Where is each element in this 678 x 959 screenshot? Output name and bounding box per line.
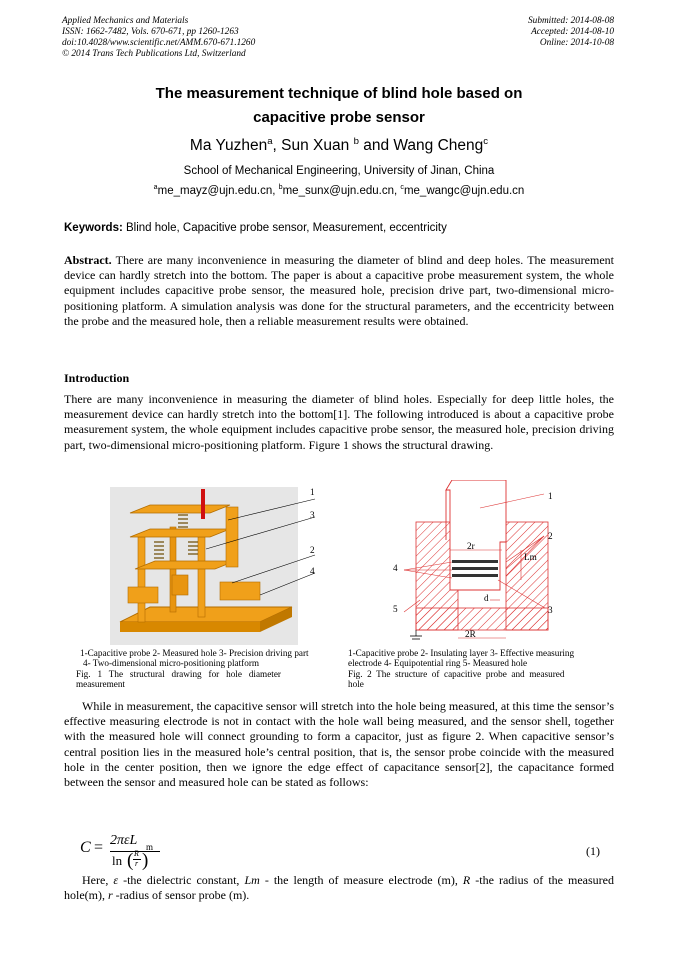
paper-title — [60, 82, 618, 130]
fig1-caption — [76, 669, 346, 689]
eq-numerator: 2πεL — [110, 833, 138, 848]
here-t3: - the length of measure electrode (m), — [259, 873, 463, 887]
fig1-callout-2: 2 — [310, 545, 315, 555]
eq-equals: = — [94, 839, 104, 856]
here-t2: -the dielectric constant, — [118, 873, 245, 887]
fig1-callout-1: 1 — [310, 487, 315, 497]
here-t4: -the radius of the measured hole(m), — [64, 873, 614, 903]
emails — [60, 185, 618, 197]
doi-line: doi:10.4028/www.scientific.net/AMM.670-671.1260 — [62, 38, 256, 48]
intro-paragraph-1: There are many inconvenience in measuring the diameter of blind holes. Especially for deep little holes, the measurement device can hardly stretch into the bottom[1]. The following introduced is about a capacitive probe measurement system, the whole equipment includes capacitive probe sensor, the measured hole, precision driving part, two-dimensional micro-positioning platform. Figure 1 shows the structural drawing. — [64, 392, 614, 452]
fig2-label-lm: Lm — [524, 552, 537, 562]
here-r: r — [108, 888, 113, 903]
fig2-label-3: 3 — [548, 605, 553, 615]
dates-header — [528, 16, 614, 49]
keywords-label: Keywords: — [64, 222, 123, 234]
fig2-legend-line-1: 1-Capacitive probe 2- Insulating layer 3- Effective measuring — [348, 648, 575, 658]
email-2: me_sunx@ujn.edu.cn, — [282, 185, 401, 197]
affiliation: School of Mechanical Engineering, University of Jinan, China — [183, 165, 495, 177]
author-3-sup: c — [483, 135, 489, 147]
here-lm: Lm — [244, 873, 260, 887]
fig1-caption-line-1: Fig. 1 The structural drawing for hole diameter — [76, 669, 281, 679]
fig2-label-d: d — [484, 593, 489, 603]
title-line-2: capacitive probe sensor — [253, 109, 425, 126]
equation-number: (1) — [586, 844, 600, 858]
email-3: me_wangc@ujn.edu.cn — [403, 185, 525, 197]
authors — [60, 137, 618, 155]
keywords — [64, 222, 447, 234]
here-t5: -radius of sensor probe (m). — [112, 888, 250, 903]
fig2-label-1: 1 — [548, 491, 553, 501]
fig2-label-2: 2 — [548, 531, 553, 541]
intro-paragraph-2: While in measurement, the capacitive sensor will stretch into the hole being measured, at this time the sensor’s effective measuring electrode is not in contact with the hole wall being measured, and the sensor shell, together with the measured hole will connect grounding to form a capacitor, just as figure 2. When capacitive sensor’s central position lies in the measured hole’s central position, that is, the sensor probe coincide with the measured hole in the center position, then we ignore the edge effect of capacitance sensor[2], the capacitance formed between the sensor and measured hole can be stated as follows: — [64, 699, 614, 790]
issn-line: ISSN: 1662-7482, Vols. 670-671, pp 1260-1263 — [62, 27, 239, 37]
fig2-caption-line-1: Fig. 2 The structure of capacitive probe and measured — [348, 669, 565, 679]
author-2-sup: b — [353, 135, 359, 147]
journal-name: Applied Mechanics and Materials — [62, 16, 189, 26]
abstract-label: Abstract. — [64, 253, 112, 267]
copyright-line: © 2014 Trans Tech Publications Ltd, Switzerland — [62, 49, 246, 59]
fig2-legend — [348, 648, 614, 668]
fig2-label-4: 4 — [393, 563, 398, 573]
author-1-sup: a — [267, 135, 273, 147]
eq-ln: ln — [112, 853, 123, 868]
author-1: Ma Yuzhen — [189, 137, 268, 154]
eq-R: R — [134, 849, 139, 858]
author-sep-1: , Sun Xuan — [272, 137, 354, 154]
abstract — [64, 253, 614, 329]
title-line-1: The measurement technique of blind hole based on — [155, 85, 523, 102]
fig1-callout-4: 4 — [310, 566, 315, 576]
figure-1-apparatus-image — [110, 487, 318, 645]
here-t1: Here, — [82, 873, 114, 887]
fig2-label-2R: 2R — [465, 629, 476, 639]
eq-numerator-sub: m — [146, 842, 154, 852]
here-R: R — [462, 873, 471, 887]
accepted-date: Accepted: 2014-08-10 — [531, 27, 614, 37]
submitted-date: Submitted: 2014-08-08 — [528, 16, 614, 26]
fig2-legend-line-2: electrode 4- Equipotential ring 5- Measured hole — [348, 658, 528, 668]
fig1-legend-line-1: 1-Capacitive probe 2- Measured hole 3- Precision driving part — [80, 648, 309, 658]
figure-2-schematic — [390, 480, 612, 645]
section-heading-introduction: Introduction — [64, 371, 130, 385]
fig2-label-2r: 2r — [467, 541, 475, 551]
variables-paragraph — [64, 873, 614, 903]
abstract-text: There are many inconvenience in measuring the diameter of blind and deep holes. The measurement device can hardly stretch into the bottom. The paper is about a capacitive probe measurement system, the whole equipment includes capacitive probe sensor, the measured hole, precision drive part, two-dimensional micro-positioning platform. A simulation analysis was done for the structural parameters, and the eccentricity between the probe and the measured hole, then a reliable measurement results were obtained. — [64, 253, 614, 328]
fig2-caption — [348, 669, 614, 689]
fig1-legend — [80, 648, 350, 668]
fig2-label-5: 5 — [393, 604, 398, 614]
fig1-legend-line-2: 4- Two-dimensional micro-positioning platform — [83, 658, 260, 668]
eq-paren-close: ) — [142, 850, 149, 871]
email-1-sup: a — [153, 183, 158, 192]
fig1-caption-line-2: measurement — [76, 679, 125, 689]
here-epsilon: ε — [113, 873, 119, 887]
eq-lhs: C — [80, 839, 91, 856]
author-sep-2: and Wang Cheng — [358, 137, 484, 154]
journal-header — [62, 16, 255, 60]
fig1-callout-3: 3 — [310, 510, 315, 520]
keywords-text: Blind hole, Capacitive probe sensor, Measurement, eccentricity — [122, 222, 447, 234]
equation-1 — [80, 833, 190, 871]
fig2-caption-line-2: hole — [348, 679, 364, 689]
eq-r: r — [135, 859, 139, 868]
eq-paren-open: ( — [127, 850, 134, 871]
email-3-sup: c — [400, 183, 404, 192]
online-date: Online: 2014-10-08 — [539, 38, 614, 48]
email-2-sup: b — [278, 183, 283, 192]
email-1: me_mayz@ujn.edu.cn, — [157, 185, 279, 197]
